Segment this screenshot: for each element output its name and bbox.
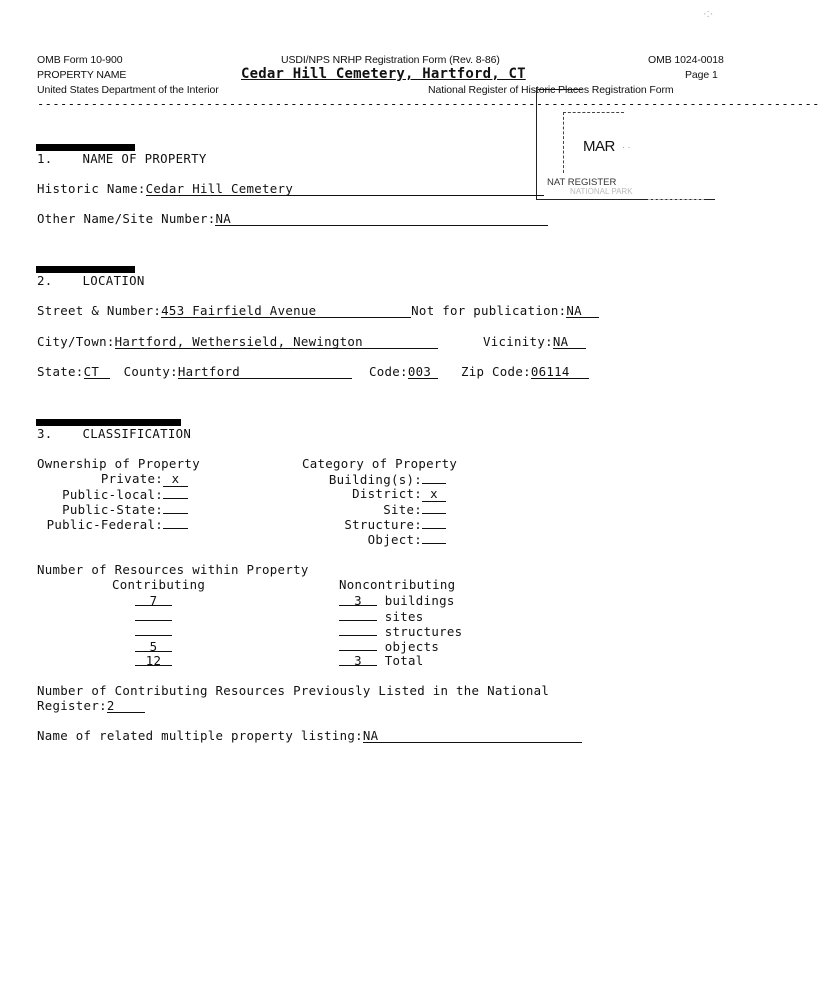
ownership-public-state xyxy=(37,501,188,517)
resource-row-total xyxy=(135,653,424,668)
category-structure-label: Structure: xyxy=(344,517,422,532)
other-name-text: NA xyxy=(215,211,232,226)
category-object xyxy=(302,531,446,547)
category-district-value: x xyxy=(422,486,446,502)
section-2-number: 2. xyxy=(37,273,53,288)
zip-value xyxy=(531,364,589,379)
contributing-objects: 5 xyxy=(135,639,172,652)
category-site-value xyxy=(422,501,446,514)
ownership-private xyxy=(37,471,188,487)
category-object-label: Object: xyxy=(367,532,422,547)
stamp-line-2: NATIONAL PARK xyxy=(570,187,633,196)
noncontributing-sites xyxy=(339,608,377,621)
resource-type-buildings: buildings xyxy=(384,593,455,608)
page-number: Page 1 xyxy=(685,69,718,81)
noncontributing-objects xyxy=(339,638,377,651)
category-site xyxy=(302,501,446,517)
resource-type-total: Total xyxy=(384,653,424,668)
vicinity-text: NA xyxy=(552,334,569,349)
scan-speck: ·:· xyxy=(703,8,714,20)
stamp-dots: · · xyxy=(622,142,631,152)
resource-type-structures: structures xyxy=(384,624,463,639)
other-name-row xyxy=(37,211,548,226)
zip-row xyxy=(461,364,589,379)
section-2-bar xyxy=(36,266,135,273)
code-value xyxy=(408,364,438,379)
nfp-text: NA xyxy=(566,303,582,318)
category-title: Category of Property xyxy=(302,456,458,471)
state-label: State: xyxy=(37,364,84,379)
ownership-public-local xyxy=(37,486,188,502)
resource-type-objects: objects xyxy=(384,639,440,654)
ownership-public-federal-value xyxy=(163,516,188,529)
historic-name-label: Historic Name: xyxy=(37,181,146,196)
street-text: 453 Fairfield Avenue xyxy=(161,303,317,318)
city-row xyxy=(37,334,438,349)
zip-label: Zip Code: xyxy=(461,364,531,379)
contributing-total: 12 xyxy=(135,653,172,666)
resource-row-buildings xyxy=(135,593,455,608)
mpl-value xyxy=(363,728,582,743)
category-object-value xyxy=(422,531,446,544)
mpl-text: NA xyxy=(362,728,379,743)
form-number: OMB Form 10-900 xyxy=(37,54,123,66)
state-value xyxy=(84,364,110,379)
noncontributing-total: 3 xyxy=(339,653,377,666)
resource-type-sites: sites xyxy=(384,609,424,624)
city-value xyxy=(115,334,438,349)
street-value xyxy=(161,303,411,318)
department-label: United States Department of the Interior xyxy=(37,84,219,96)
section-2-title: LOCATION xyxy=(82,273,145,288)
contributing-buildings: 7 xyxy=(135,593,172,606)
section-1-heading xyxy=(37,151,207,166)
city-text: Hartford, Wethersield, Newington xyxy=(114,334,363,349)
contributing-sites xyxy=(135,608,172,621)
noncontributing-structures xyxy=(339,623,377,636)
ownership-private-value: x xyxy=(163,471,188,487)
nfp-value xyxy=(566,303,599,318)
header-divider: ------------------------------------------------------------------------------------------------------ xyxy=(37,97,820,111)
section-2-heading xyxy=(37,273,145,288)
category-structure xyxy=(302,516,446,532)
previously-listed-value xyxy=(107,698,145,713)
ownership-public-state-value xyxy=(163,501,188,514)
section-3-number: 3. xyxy=(37,426,53,441)
vicinity-label: Vicinity: xyxy=(483,334,553,349)
ownership-public-local-label: Public-local: xyxy=(62,487,163,502)
street-row xyxy=(37,303,599,318)
previously-listed-label: Register: xyxy=(37,698,107,713)
property-name-label: PROPERTY NAME xyxy=(37,69,127,81)
county-label: County: xyxy=(123,364,178,379)
previously-listed-line-1: Number of Contributing Resources Previously Listed in the National xyxy=(37,683,550,698)
stamp-line-1: NAT REGISTER xyxy=(547,177,617,188)
mpl-row xyxy=(37,728,582,743)
contributing-structures xyxy=(135,623,172,636)
stamp-faint-line xyxy=(648,199,704,200)
code-row xyxy=(369,364,438,379)
county-value xyxy=(178,364,352,379)
section-3-heading xyxy=(37,426,191,441)
form-title: USDI/NPS NRHP Registration Form (Rev. 8-86) xyxy=(281,54,500,66)
section-3-title: CLASSIFICATION xyxy=(82,426,192,441)
other-name-value xyxy=(215,211,548,226)
ownership-title: Ownership of Property xyxy=(37,456,200,471)
code-label: Code: xyxy=(369,364,408,379)
resources-title: Number of Resources within Property xyxy=(37,562,309,577)
mpl-label: Name of related multiple property listing: xyxy=(37,728,363,743)
historic-name-value xyxy=(146,181,544,196)
zip-text: 06114 xyxy=(530,364,570,379)
section-3-bar xyxy=(36,419,181,426)
nfp-label: Not for publication: xyxy=(411,303,567,318)
state-row xyxy=(37,364,352,379)
code-text: 003 xyxy=(407,364,432,379)
category-district-label: District: xyxy=(352,486,422,501)
vicinity-row xyxy=(483,334,586,349)
resource-row-objects xyxy=(135,638,439,654)
section-1-number: 1. xyxy=(37,151,53,166)
resource-row-sites xyxy=(135,608,424,624)
other-name-label: Other Name/Site Number: xyxy=(37,211,216,226)
category-buildings-label: Building(s): xyxy=(328,472,422,487)
section-1-title: NAME OF PROPERTY xyxy=(82,151,207,166)
county-text: Hartford xyxy=(177,364,240,379)
stamp-month: MAR xyxy=(583,138,615,155)
category-site-label: Site: xyxy=(383,502,422,517)
category-buildings-value xyxy=(422,471,446,484)
ownership-public-local-value xyxy=(163,486,188,499)
previously-listed-text: 2 xyxy=(106,698,115,713)
resource-row-structures xyxy=(135,623,462,639)
previously-listed-line-2 xyxy=(37,698,145,713)
category-district xyxy=(302,486,446,502)
register-label: National Register of Historic Places Registration Form xyxy=(428,84,674,96)
category-buildings xyxy=(302,471,446,487)
property-name-title: Cedar Hill Cemetery, Hartford, CT xyxy=(241,66,526,82)
vicinity-value xyxy=(553,334,586,349)
historic-name-row xyxy=(37,181,544,196)
ownership-public-federal-label: Public-Federal: xyxy=(46,517,163,532)
street-label: Street & Number: xyxy=(37,303,162,318)
noncontributing-title: Noncontributing xyxy=(339,577,456,592)
section-1-bar xyxy=(36,144,135,151)
state-text: CT xyxy=(83,364,100,379)
city-label: City/Town: xyxy=(37,334,115,349)
omb-number: OMB 1024-0018 xyxy=(648,54,724,66)
category-structure-value xyxy=(422,516,446,529)
contributing-title: Contributing xyxy=(112,577,206,592)
ownership-public-state-label: Public-State: xyxy=(62,502,163,517)
historic-name-text: Cedar Hill Cemetery xyxy=(145,181,294,196)
noncontributing-buildings: 3 xyxy=(339,593,377,606)
ownership-private-label: Private: xyxy=(100,471,163,486)
ownership-public-federal xyxy=(37,516,188,532)
